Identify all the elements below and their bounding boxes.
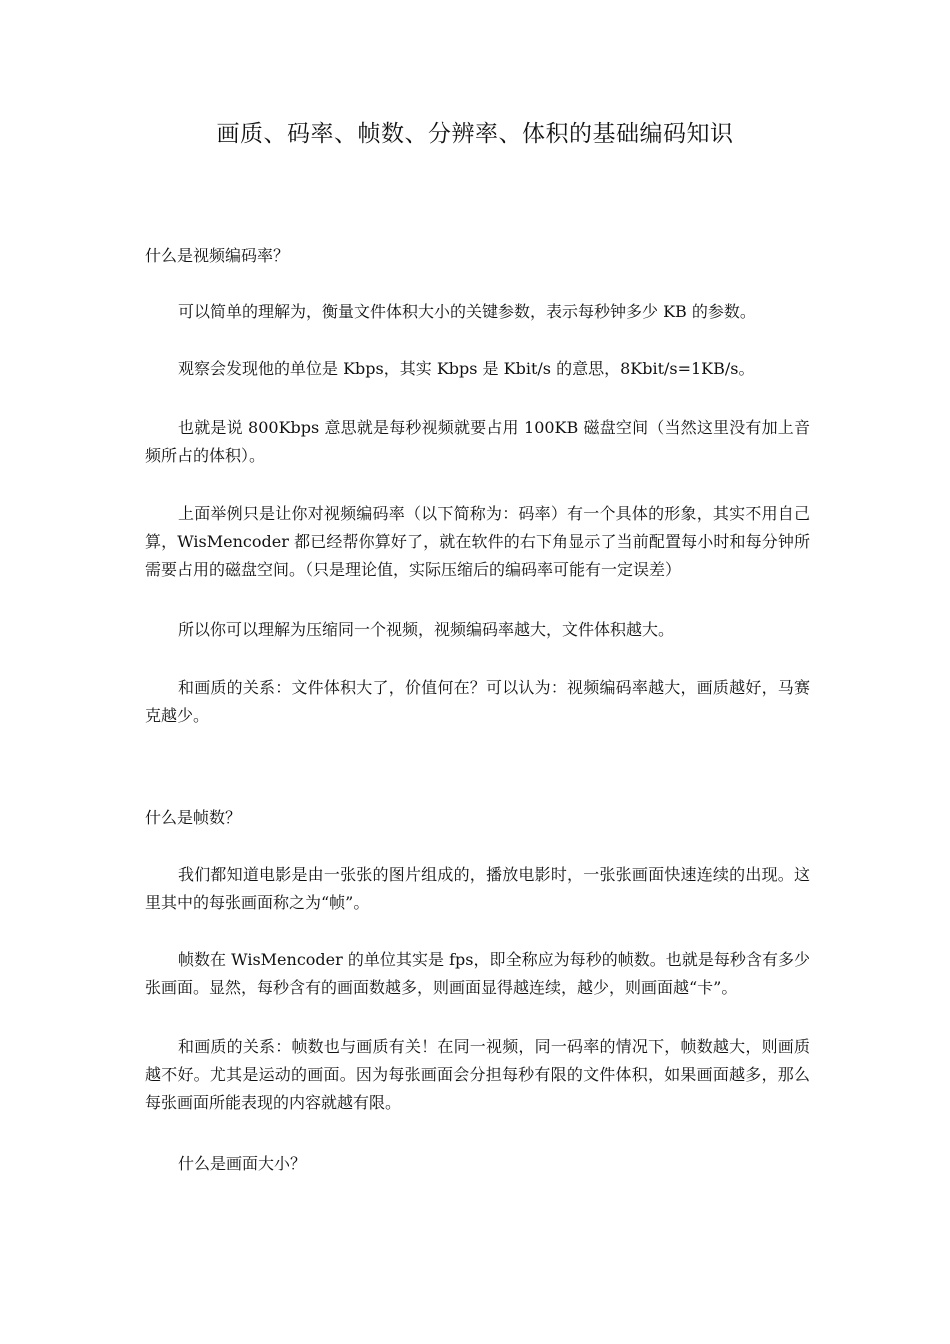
paragraph: 我们都知道电影是由一张张的图片组成的，播放电影时，一张张画面快速连续的出现。这里其中的每张画面称之为“帧”。 xyxy=(145,865,810,912)
section-heading-bitrate: 什么是视频编码率？ xyxy=(145,246,290,265)
paragraph: 上面举例只是让你对视频编码率（以下简称为：码率）有一个具体的形象，其实不用自己算，WisMencoder 都已经帮你算好了，就在软件的右下角显示了当前配置每小时和每分钟所需要占用的磁盘空间。（只是理论值，实际压缩后的编码率可能有一定误差） xyxy=(145,504,810,579)
paragraph: 和画质的关系：帧数也与画质有关！在同一视频，同一码率的情况下，帧数越大，则画质越不好。尤其是运动的画面。因为每张画面会分担每秒有限的文件体积，如果画面越多，那么每张画面所能表现的内容就越有限。 xyxy=(145,1037,810,1112)
paragraph: 帧数在 WisMencoder 的单位其实是 fps，即全称应为每秒的帧数。也就是每秒含有多少张画面。显然，每秒含有的画面数越多，则画面显得越连续，越少，则画面越“卡”。 xyxy=(145,950,810,997)
section-heading-framerate: 什么是帧数？ xyxy=(145,808,242,827)
paragraph: 观察会发现他的单位是 Kbps，其实 Kbps 是 Kbit/s 的意思，8Kbit/s=1KB/s。 xyxy=(178,359,755,378)
document-title: 画质、码率、帧数、分辨率、体积的基础编码知识 xyxy=(216,121,734,147)
paragraph: 所以你可以理解为压缩同一个视频，视频编码率越大，文件体积越大。 xyxy=(178,620,675,639)
paragraph: 什么是画面大小？ xyxy=(178,1154,307,1173)
paragraph: 可以简单的理解为，衡量文件体积大小的关键参数，表示每秒钟多少 KB 的参数。 xyxy=(178,302,756,321)
paragraph: 和画质的关系：文件体积大了，价值何在？可以认为：视频编码率越大，画质越好，马赛克越少。 xyxy=(145,678,810,725)
paragraph: 也就是说 800Kbps 意思就是每秒视频就要占用 100KB 磁盘空间（当然这里没有加上音频所占的体积）。 xyxy=(145,418,810,465)
